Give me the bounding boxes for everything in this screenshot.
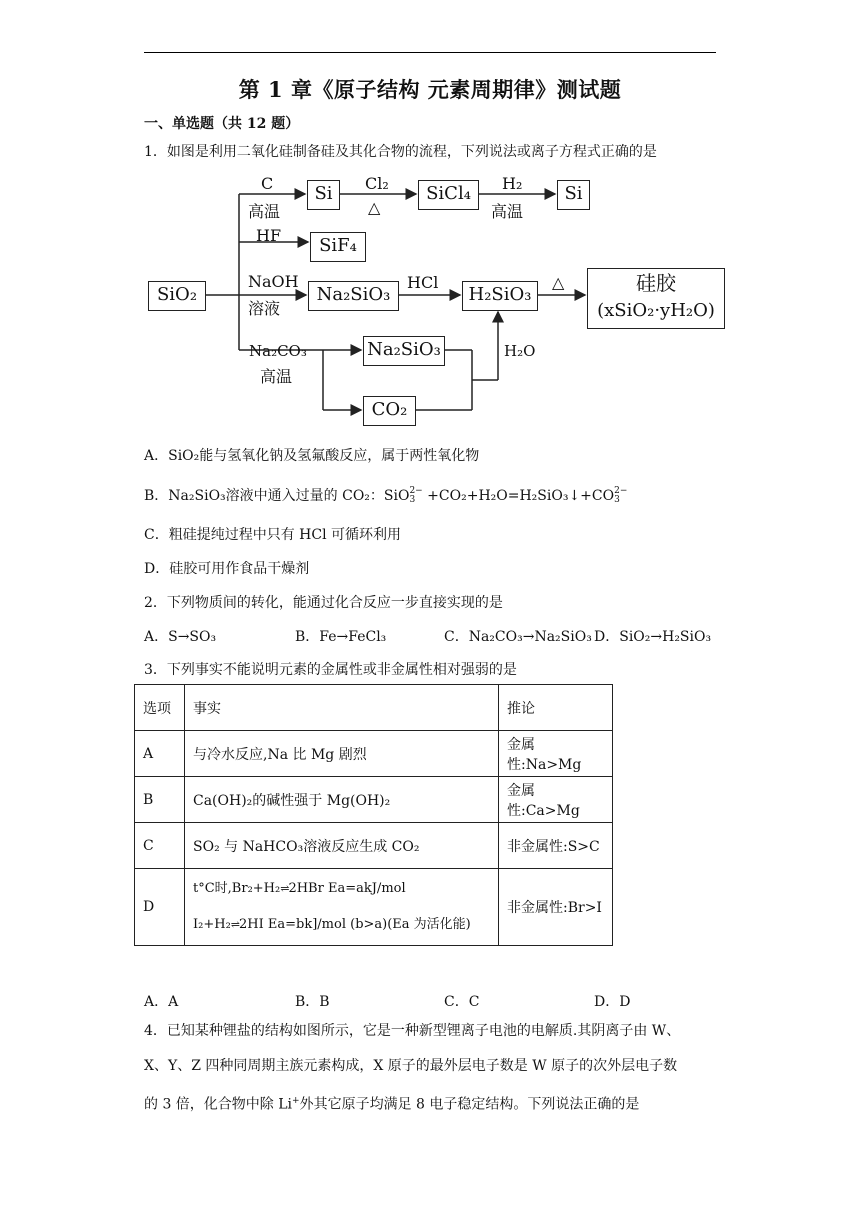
- label-h2: H₂: [502, 174, 523, 193]
- q3-stem: 3．下列事实不能说明元素的金属性或非金属性相对强弱的是: [144, 662, 517, 678]
- facts-table: [134, 684, 613, 946]
- cell-fact: 与冷水反应,Na 比 Mg 剧烈: [185, 731, 499, 777]
- box-co2: CO₂: [363, 396, 416, 426]
- label-delta-1: △: [368, 198, 381, 217]
- box-silica-gel: [587, 268, 725, 329]
- label-c: C: [261, 174, 274, 193]
- box-sif4: SiF₄: [310, 232, 366, 262]
- label-hcl: HCl: [407, 273, 439, 292]
- silica-gel-name: 硅胶: [636, 271, 676, 295]
- equilibrium-line-2: I₂+H₂⇌2HI Ea=bk]/mol (b>a)(Ea 为活化能): [193, 917, 471, 932]
- box-sicl4: SiCl₄: [418, 180, 479, 210]
- q1-option-b-prefix: B．Na₂SiO₃溶液中通入过量的 CO₂：SiO: [144, 488, 410, 504]
- cell-inference: 金属性:Ca>Mg: [499, 777, 613, 823]
- cell-fact: SO₂ 与 NaHCO₃溶液反应生成 CO₂: [185, 823, 499, 869]
- reversible-arrow-icon: ⇌: [280, 881, 289, 895]
- q2-stem: 2．下列物质间的转化，能通过化合反应一步直接实现的是: [144, 595, 503, 611]
- cell-fact: Ca(OH)₂的碱性强于 Mg(OH)₂: [185, 777, 499, 823]
- q4-line-1: 4．已知某种锂盐的结构如图所示，它是一种新型锂离子电池的电解质.其阴离子由 W、: [144, 1023, 681, 1039]
- box-sio2: SiO₂: [148, 281, 206, 311]
- q3-option-c: C．C: [444, 994, 480, 1010]
- q1-option-d: D．硅胶可用作食品干燥剂: [144, 561, 310, 577]
- label-h2o: H₂O: [504, 342, 536, 360]
- box-na2sio3: Na₂SiO₃: [308, 281, 399, 311]
- q4-line-3: 的 3 倍，化合物中除 Li+外其它原子均满足 8 电子稳定结构。下列说法正确的是: [144, 1096, 640, 1113]
- q1-option-c: C．粗硅提纯过程中只有 HCl 可循环利用: [144, 527, 402, 543]
- box-si-crude: Si: [307, 180, 340, 210]
- label-cl2: Cl₂: [365, 174, 389, 193]
- label-delta-2: △: [552, 273, 565, 292]
- process-flow-diagram: [140, 166, 740, 428]
- section-heading: 一、单选题（共 12 题）: [144, 116, 300, 132]
- box-si-pure: Si: [557, 180, 590, 210]
- table-header-row: [135, 685, 613, 731]
- q2-option-b: B．Fe→FeCl₃: [295, 629, 387, 645]
- header-inference: 推论: [499, 685, 613, 731]
- cell-inference: 非金属性:Br>I: [499, 869, 613, 946]
- table-row: [135, 823, 613, 869]
- equilibrium-line-1: t°C时,Br₂+H₂⇌2HBr Ea=akJ/mol: [193, 881, 406, 896]
- label-na2co3: Na₂CO₃: [249, 342, 307, 360]
- box-h2sio3: H₂SiO₃: [462, 281, 538, 311]
- header-rule: [144, 52, 716, 53]
- cell-option: C: [135, 823, 185, 869]
- table-row: [135, 869, 613, 946]
- q1-option-a: A．SiO₂能与氢氧化钠及氢氟酸反应，属于两性氧化物: [144, 448, 480, 464]
- label-solution: 溶液: [248, 299, 281, 318]
- silica-gel-formula: (xSiO₂·yH₂O): [597, 300, 715, 321]
- table-row: [135, 777, 613, 823]
- q3-option-d: D．D: [594, 994, 631, 1010]
- header-fact: 事实: [185, 685, 499, 731]
- carbonate-charge: 2− 3: [614, 486, 628, 505]
- cell-option: D: [135, 869, 185, 946]
- page-title: 第 1 章《原子结构 元素周期律》测试题: [238, 77, 622, 102]
- label-hf: HF: [256, 226, 282, 245]
- sulfite-charge-1: 2− 3: [409, 486, 423, 505]
- q4-line-2: X、Y、Z 四种同周期主族元素构成，X 原子的最外层电子数是 W 原子的次外层电子数: [144, 1058, 678, 1074]
- label-high-temp-1: 高温: [248, 202, 281, 221]
- table-row: [135, 731, 613, 777]
- cell-inference: 金属性:Na>Mg: [499, 731, 613, 777]
- q2-option-a: A．S→SO₃: [144, 629, 217, 645]
- reversible-arrow-icon: ⇌: [230, 917, 240, 931]
- header-option: 选项: [135, 685, 185, 731]
- q2-option-d: D．SiO₂→H₂SiO₃: [594, 629, 712, 645]
- label-high-temp-2: 高温: [491, 202, 524, 221]
- cell-option: A: [135, 731, 185, 777]
- cell-fact: [185, 869, 499, 946]
- q3-option-a: A．A: [144, 994, 179, 1010]
- q2-option-c: C．Na₂CO₃→Na₂SiO₃: [444, 629, 592, 645]
- label-naoh: NaOH: [248, 272, 299, 291]
- q1-stem: 1．如图是利用二氧化硅制备硅及其化合物的流程，下列说法或离子方程式正确的是: [144, 144, 657, 160]
- cell-option: B: [135, 777, 185, 823]
- q1-option-b-mid: +CO₂+H₂O=H₂SiO₃↓+CO: [422, 488, 615, 504]
- q3-option-b: B．B: [295, 994, 330, 1010]
- label-high-temp-3: 高温: [260, 367, 293, 386]
- cell-inference: 非金属性:S>C: [499, 823, 613, 869]
- box-na2sio3-2: Na₂SiO₃: [363, 336, 445, 366]
- q1-option-b: [144, 485, 627, 505]
